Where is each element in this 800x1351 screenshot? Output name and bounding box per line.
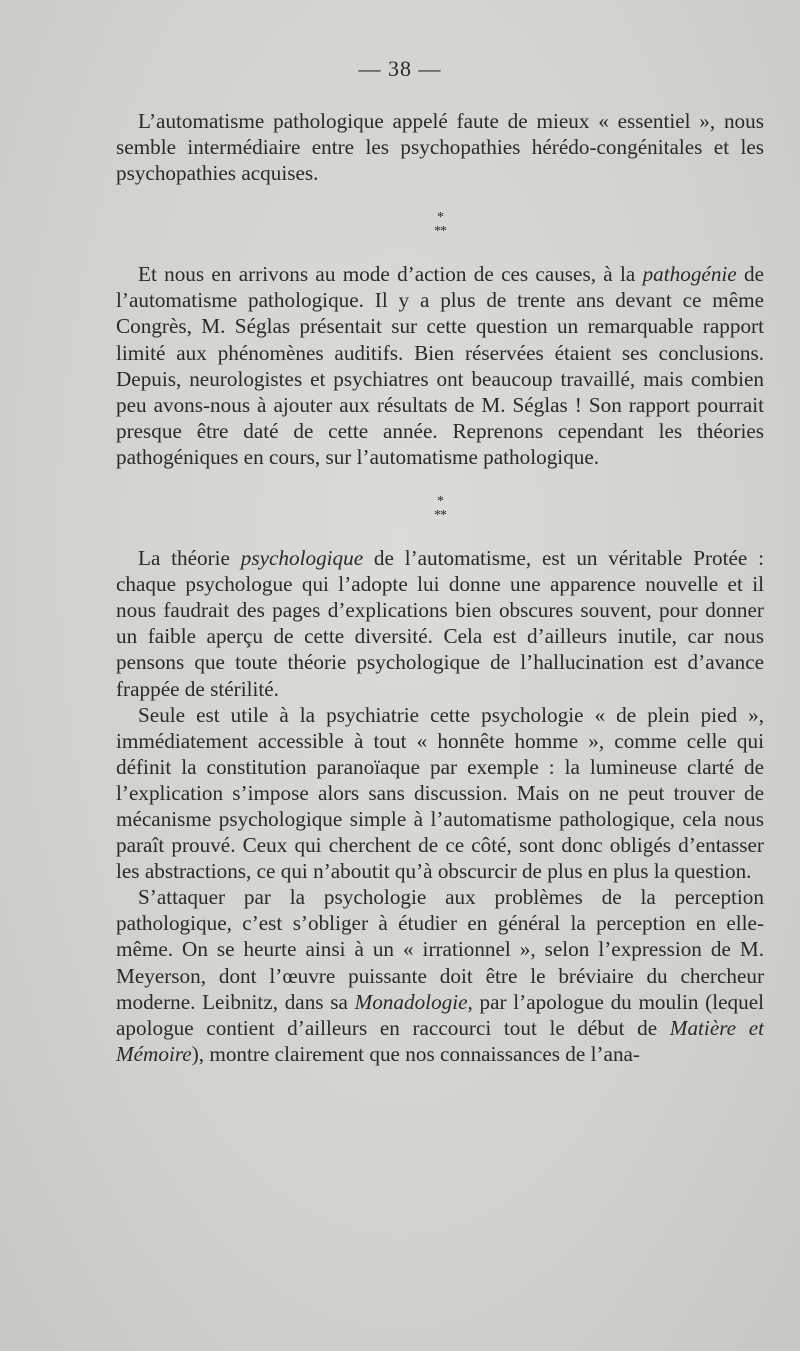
paragraph-text: L’automatisme pathologique appelé faute de mieux « essentiel », nous semble intermédiaire entre les psychopathies hérédo-congénitales et les psychopathies acquises.: [116, 109, 764, 186]
paragraph-essential-automatism: [116, 108, 764, 186]
paragraph-text: ), montre clairement que nos connaissances de l’ana-: [191, 1041, 640, 1066]
paragraph-text: de l’automatisme, est un véritable Protée : chaque psychologue qui l’adopte lui donne une apparence nouvelle et il nous faudrait des pages d’explications bien obscures souvent, pour donner un faible aperçu de cette diversité. Cela est d’ailleurs inutile, car nous pensons que toute théorie psychologique de l’hallucination est d’avance frappée de stérilité.: [116, 546, 765, 701]
paragraph-useful-psychology: [116, 702, 764, 885]
paragraph-text: de l’automatisme pathologique. Il y a plus de trente ans devant ce même Congrès, M. Séglas présentait sur cette question un remarquable rapport limité aux phénomènes auditifs. Bien réservées étaient ses conclusions. Depuis, neurologistes et psychiatres ont beaucoup travaillé, mais combien peu avons-nous à ajouter aux résultats de M. Séglas ! Son rapport pourrait presque être daté de cette année. Reprenons cependant les théories pathogéniques en cours, sur l’automatisme pathologique.: [116, 262, 765, 469]
paragraph-psychological-theory: [116, 545, 764, 702]
paragraph-text: Seule est utile à la psychiatrie cette psychologie « de plein pied », immédiatement accessible à tout « honnête homme », comme celle qui définit la constitution paranoïaque par exemple : la lumineuse clarté de l’explication s’impose alors sans discussion. Mais on ne peut trouver de mécanisme psychologique simple à l’automatisme pathologique, cela nous paraît prouvé. Ceux qui cherchent de ce côté, sont donc obligés d’entasser les abstractions, ce qui n’aboutit qu’à obscurcir de plus en plus la question.: [116, 702, 764, 884]
italic-term-pathogenie: pathogénie: [642, 262, 737, 287]
italic-title-monadologie: Monadologie: [354, 989, 468, 1014]
paragraph-text: , par l’apologue du moulin (lequel apologue contient d’ailleurs en raccourci tout le début de: [116, 989, 764, 1040]
paragraph-perception: [116, 884, 764, 1067]
page-number: — 38 —: [358, 56, 442, 81]
paragraph-pathogenesis: [116, 261, 764, 470]
asterism-divider: * **: [434, 210, 446, 240]
paragraph-text: Et nous en arrivons au mode d’action de ces causes, à la: [138, 262, 643, 287]
italic-term-psychologique: psychologique: [240, 546, 364, 571]
italic-title-matiere-et-memoire: Matière et Mémoire: [116, 1015, 765, 1066]
paragraph-text: La théorie: [138, 546, 241, 571]
body-text: [116, 108, 764, 1067]
asterism-divider: * **: [434, 494, 446, 524]
paragraph-text: S’attaquer par la psychologie aux problèmes de la perception pathologique, c’est s’obliger à étudier en général la perception en elle-même. On se heurte ainsi à un « irrationnel », selon l’expression de M. Meyerson, dont l’œuvre puissante doit être le bréviaire du chercheur moderne. Leibnitz, dans sa: [116, 885, 764, 1014]
